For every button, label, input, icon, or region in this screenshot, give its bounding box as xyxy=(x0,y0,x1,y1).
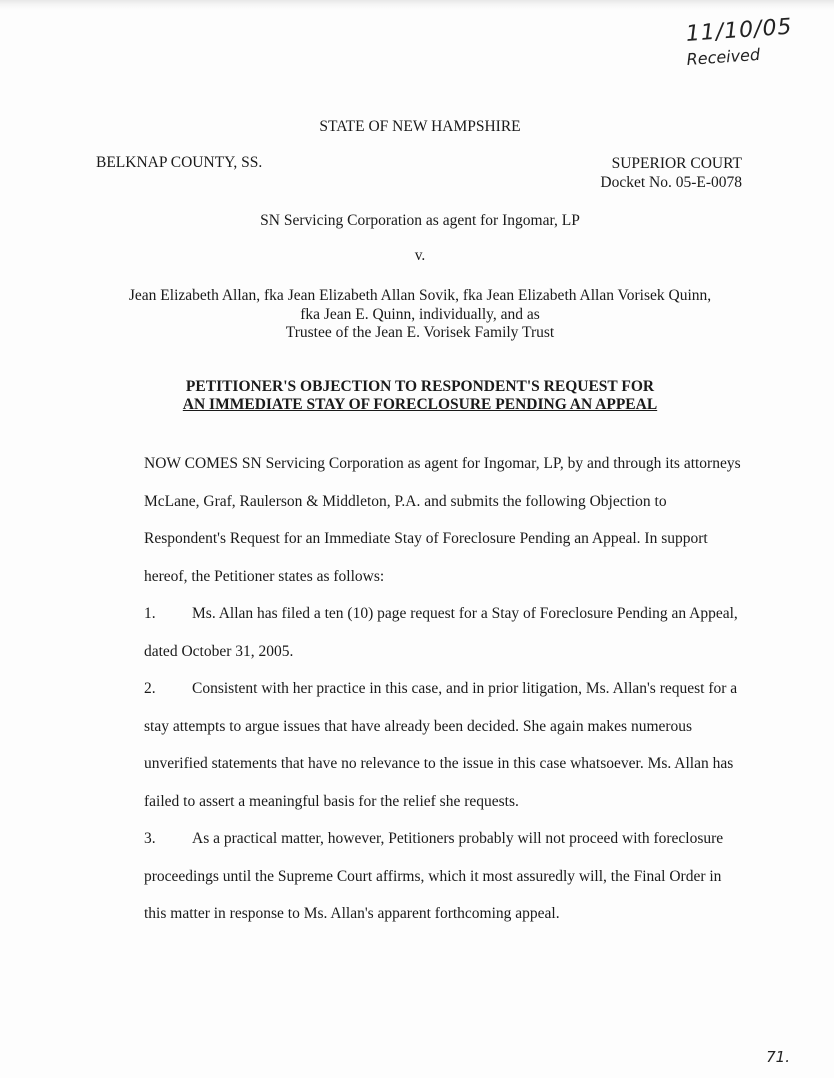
numbered-paragraph-1 xyxy=(96,595,746,670)
paragraph-text: As a practical matter, however, Petitioners probably will not proceed with foreclosure proceedings until the Supreme Court affirms, which it most assuredly will, the Final Order in this matter in response to Ms. Allan's apparent forthcoming appeal. xyxy=(144,830,724,922)
handwritten-received-note: Received xyxy=(686,44,761,69)
versus-label: v. xyxy=(414,247,426,264)
paragraph-number: 3. xyxy=(144,830,156,847)
handwritten-date: 11/10/05 xyxy=(685,14,794,47)
intro-text: NOW COMES SN Servicing Corporation as agent for Ingomar, LP, by and through its attorneys McLane, Graf, Raulerson & Middleton, P.A. and submits the following Objection to Respondent's Request for an Immediate Stay of Foreclosure Pending an Appeal. In support hereof, the Petitioner states as follows: xyxy=(144,455,741,585)
scan-edge xyxy=(0,0,834,10)
docket-number: Docket No. 05-E-0078 xyxy=(600,174,742,191)
numbered-paragraph-2 xyxy=(96,670,746,820)
court-name: SUPERIOR COURT xyxy=(611,155,742,172)
title-line-2: AN IMMEDIATE STAY OF FORECLOSURE PENDING AN APPEAL xyxy=(182,396,658,413)
paragraph-text: Consistent with her practice in this case, and in prior litigation, Ms. Allan's request for a stay attempts to argue issues that have already been decided. She again makes numerous unverified statements that have no relevance to the issue in this case whatsoever. Ms. Allan has failed to assert a meaningful basis for the relief she requests. xyxy=(144,680,738,810)
title-line-1: PETITIONER'S OBJECTION TO RESPONDENT'S REQUEST FOR xyxy=(185,378,655,395)
paragraph-number: 2. xyxy=(144,680,156,697)
numbered-paragraph-3 xyxy=(96,820,746,933)
county-caption: BELKNAP COUNTY, SS. xyxy=(96,154,263,171)
court-caption xyxy=(600,154,742,192)
respondent-line: Jean Elizabeth Allan, fka Jean Elizabeth Allan Sovik, fka Jean Elizabeth Allan Vorisek Quinn, xyxy=(128,287,712,304)
respondent-line: Trustee of the Jean E. Vorisek Family Trust xyxy=(285,324,555,341)
paragraph-text: Ms. Allan has filed a ten (10) page request for a Stay of Foreclosure Pending an Appeal, dated October 31, 2005. xyxy=(144,605,738,660)
handwritten-page-mark: 71. xyxy=(766,1048,790,1066)
plaintiff-name: SN Servicing Corporation as agent for Ingomar, LP xyxy=(260,212,580,229)
document-title xyxy=(0,378,834,414)
state-heading: STATE OF NEW HAMPSHIRE xyxy=(319,118,521,135)
paragraph-number: 1. xyxy=(144,605,156,622)
respondent-block xyxy=(0,287,834,343)
respondent-line: fka Jean E. Quinn, individually, and as xyxy=(300,305,540,323)
intro-paragraph xyxy=(96,445,746,595)
